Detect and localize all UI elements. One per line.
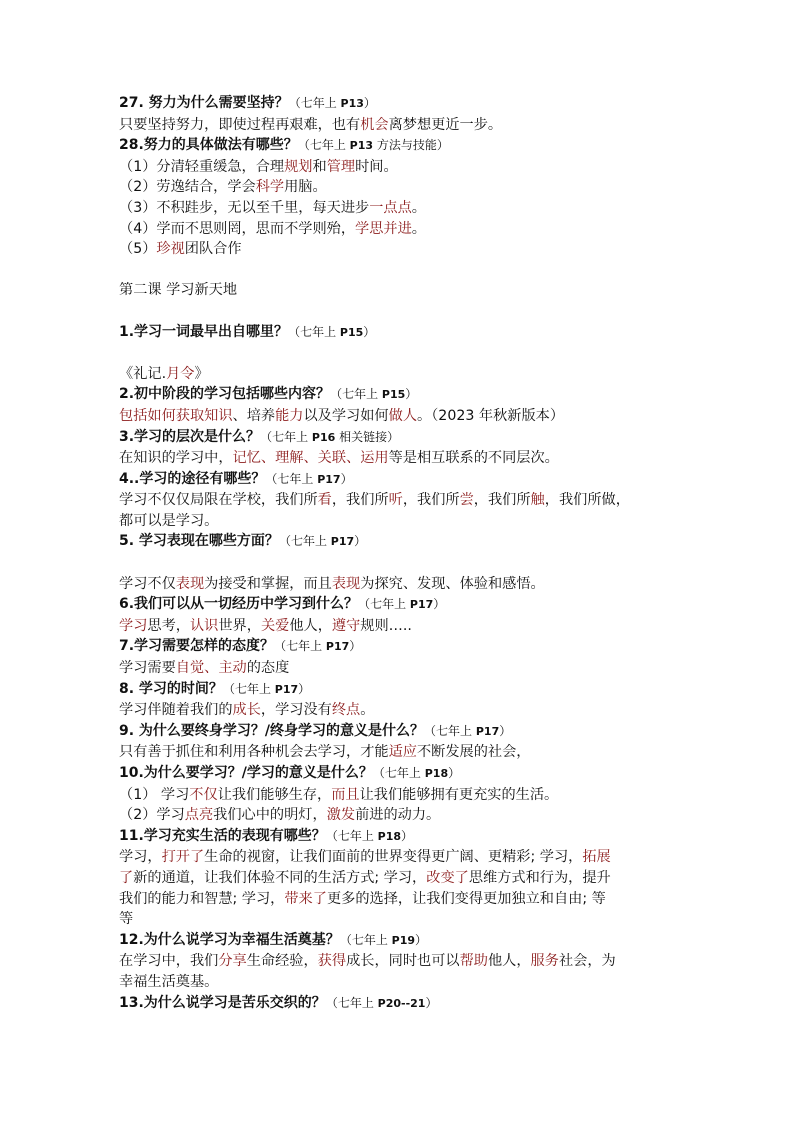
text-segment: 10.为什么要学习？/学习的意义是什么？ xyxy=(119,765,373,781)
question-heading xyxy=(119,636,689,658)
answer-line xyxy=(119,198,689,219)
text-segment: 让我们能够生存， xyxy=(217,786,332,803)
key-term: 认识 xyxy=(189,617,219,634)
source-ref: P17 xyxy=(409,598,434,612)
answer-line xyxy=(119,157,689,178)
text-segment: 团队合作 xyxy=(184,241,242,258)
text-segment: 我们的能力和智慧; 学习， xyxy=(119,890,285,907)
source-ref: ） xyxy=(298,681,311,696)
source-ref: P15 xyxy=(381,388,406,402)
key-term: 学思并进 xyxy=(355,220,412,237)
text-segment: 世界， xyxy=(218,617,261,634)
text-segment: 》 xyxy=(194,365,209,382)
source-ref: P18 xyxy=(377,829,402,843)
text-segment: 等 xyxy=(119,911,134,928)
key-term: 管理 xyxy=(326,158,356,175)
question-heading xyxy=(119,322,689,344)
source-ref: （七年上 xyxy=(372,766,425,780)
source-ref: P16 xyxy=(311,430,336,444)
text-segment: 1.学习一词最早出自哪里？ xyxy=(119,323,289,340)
key-term: 激发 xyxy=(326,807,356,824)
text-segment: 思考， xyxy=(147,617,190,634)
source-ref: P15 xyxy=(339,325,364,339)
answer-line xyxy=(119,805,689,826)
key-term: 表现 xyxy=(331,575,361,592)
answer-line xyxy=(119,490,689,511)
answer-line xyxy=(119,889,689,910)
source-ref: （七年上 xyxy=(325,995,378,1010)
text-segment: （1） 学习 xyxy=(119,786,190,803)
source-ref: （七年上 xyxy=(274,639,326,654)
source-ref: （七年上 xyxy=(278,534,331,549)
answer-line xyxy=(119,115,689,136)
answer-line xyxy=(119,951,689,972)
source-ref: ） xyxy=(448,766,461,780)
lesson-title xyxy=(119,280,689,301)
key-term: 自觉、主动 xyxy=(175,660,247,677)
text-segment: 他人， xyxy=(487,953,531,970)
text-segment: 8. 学习的时间？ xyxy=(119,680,223,697)
text-segment: 7.学习需要怎样的态度？ xyxy=(119,638,275,655)
question-heading xyxy=(119,993,689,1015)
answer-line xyxy=(119,785,689,806)
question-heading xyxy=(119,135,689,157)
source-ref: ） xyxy=(401,828,414,843)
text-segment: 为探究、发现、体验和感悟。 xyxy=(360,575,545,592)
text-segment: 4..学习的途径有哪些？ xyxy=(119,470,266,487)
key-term: 科学 xyxy=(255,179,285,196)
text-segment: 社会，为 xyxy=(558,953,616,970)
answer-line xyxy=(119,909,689,930)
text-segment: ，我们所 xyxy=(331,492,389,509)
text-segment: 以及学习如何 xyxy=(303,407,389,424)
question-heading xyxy=(119,93,689,115)
source-ref: ） xyxy=(354,534,367,549)
key-term: 了 xyxy=(119,869,134,886)
key-term: 分享 xyxy=(218,953,247,970)
key-term: 适应 xyxy=(388,744,417,761)
text-segment: 规则….. xyxy=(360,617,412,634)
key-term: 尝 xyxy=(459,492,474,509)
source-ref: P18 xyxy=(424,767,449,780)
text-segment: 和 xyxy=(312,158,327,175)
source-ref: （七年上 xyxy=(265,471,318,486)
text-segment: 生命的视窗，让我们面前的世界变得更广阔、更精彩; 学习， xyxy=(204,849,583,866)
source-ref: P17 xyxy=(317,472,341,486)
text-segment: 的态度 xyxy=(246,660,290,677)
question-heading xyxy=(119,384,689,406)
source-ref: 方法与技能） xyxy=(373,138,449,153)
source-ref: （七年上 xyxy=(222,681,275,696)
source-ref: （七年上 xyxy=(297,138,350,153)
source-ref: （七年上 xyxy=(424,723,476,738)
text-segment: 、培养 xyxy=(232,407,276,424)
answer-line xyxy=(119,658,689,679)
source-ref: （七年上 xyxy=(260,429,312,444)
text-segment: 在知识的学习中， xyxy=(119,450,233,467)
text-segment: 学习伴随着我们的 xyxy=(119,702,233,719)
key-term: 触 xyxy=(530,492,545,509)
text-segment: 新的通道，让我们体验不同的生活方式; 学习， xyxy=(133,869,427,886)
text-segment: 只有善于抓住和利用各种机会去学习，才能 xyxy=(119,744,389,761)
text-segment: 在学习中，我们 xyxy=(119,953,219,970)
key-term: 而且 xyxy=(331,786,360,803)
text-segment: 11.学习充实生活的表现有哪些？ xyxy=(119,827,326,844)
answer-line xyxy=(119,868,689,889)
answer-line xyxy=(119,972,689,993)
question-heading xyxy=(119,721,689,743)
source-ref: ） xyxy=(499,723,512,738)
key-term: 能力 xyxy=(275,407,304,424)
text-segment: 。（2023 年秋新版本） xyxy=(417,407,565,424)
blank-line xyxy=(119,553,689,574)
key-term: 打开了 xyxy=(161,849,205,866)
text-segment: 12.为什么说学习为幸福生活奠基？ xyxy=(119,931,340,948)
text-segment: ，我们所 xyxy=(473,492,531,509)
text-segment: 用脑。 xyxy=(284,179,327,196)
question-heading xyxy=(119,930,689,952)
text-segment: （5） xyxy=(119,241,157,258)
key-term: 成长 xyxy=(232,702,261,719)
key-term: 帮助 xyxy=(459,953,488,970)
source-ref: （七年上 xyxy=(330,387,382,402)
text-segment: 3.学习的层次是什么？ xyxy=(119,428,261,445)
text-segment: 学习不仅仅局限在学校，我们所 xyxy=(119,492,318,509)
key-term: 带来了 xyxy=(284,890,327,907)
text-segment: 幸福生活奠基。 xyxy=(119,973,219,990)
key-term: 学习 xyxy=(119,617,148,634)
text-segment: 《礼记. xyxy=(119,365,167,382)
key-term: 服务 xyxy=(530,953,559,970)
blank-line xyxy=(119,260,689,281)
question-heading xyxy=(119,679,689,701)
text-segment: 2.初中阶段的学习包括哪些内容？ xyxy=(119,386,331,403)
source-ref: （七年上 xyxy=(288,324,340,339)
key-term: 表现 xyxy=(175,575,205,592)
text-segment: 他人， xyxy=(289,617,332,634)
key-term: 看 xyxy=(317,492,332,509)
key-term: 遵守 xyxy=(331,617,361,634)
text-segment: 生命经验， xyxy=(246,953,318,970)
text-segment: 第二课 学习新天地 xyxy=(119,282,238,299)
key-term: 改变了 xyxy=(426,869,469,886)
source-ref: P13 xyxy=(340,97,364,110)
key-term: 做人 xyxy=(388,407,418,424)
blank-line xyxy=(119,301,689,322)
text-segment: 不断发展的社会， xyxy=(416,744,531,761)
question-heading xyxy=(119,763,689,785)
source-ref: P17 xyxy=(325,640,350,654)
source-ref: P20--21 xyxy=(377,996,426,1010)
text-segment: 我们心中的明灯， xyxy=(213,807,327,824)
source-ref: （七年上 xyxy=(339,932,392,947)
text-segment: 28.努力的具体做法有哪些？ xyxy=(119,137,298,154)
answer-line xyxy=(119,700,689,721)
text-segment: 时间。 xyxy=(355,158,398,175)
text-segment: （3）不积跬步，无以至千里，每天进步 xyxy=(119,199,370,216)
question-heading xyxy=(119,469,689,491)
source-ref: ） xyxy=(340,471,353,486)
source-ref: ） xyxy=(363,324,376,339)
answer-line xyxy=(119,177,689,198)
key-term: 点亮 xyxy=(184,807,214,824)
key-term: 规划 xyxy=(284,158,313,175)
question-heading xyxy=(119,427,689,449)
answer-line xyxy=(119,847,689,868)
text-segment: ，我们所做， xyxy=(544,492,630,509)
source-ref: ） xyxy=(405,387,418,402)
text-segment: 学习， xyxy=(119,849,162,866)
key-term: 不仅 xyxy=(189,786,218,803)
text-segment: 让我们能够拥有更充实的生活。 xyxy=(359,786,559,803)
question-heading xyxy=(119,594,689,616)
question-heading xyxy=(119,826,689,848)
text-segment: （2）学习 xyxy=(119,807,185,824)
answer-line xyxy=(119,219,689,240)
text-segment: 为接受和掌握，而且 xyxy=(204,575,332,592)
text-segment: 13.为什么说学习是苦乐交织的？ xyxy=(119,994,326,1011)
text-segment: 学习不仅 xyxy=(119,575,176,592)
key-term: 包括如何获取知识 xyxy=(119,407,233,424)
key-term: 珍视 xyxy=(156,241,185,258)
source-ref: （七年上 xyxy=(325,828,378,843)
text-segment: 思维方式和行为，提升 xyxy=(468,869,611,886)
blank-line xyxy=(119,343,689,364)
source-ref: ） xyxy=(363,96,376,110)
text-segment: 等是相互联系的不同层次。 xyxy=(388,450,559,467)
text-segment: 前进的动力。 xyxy=(355,807,441,824)
text-segment: 只要坚持努力，即使过程再艰难，也有 xyxy=(119,116,361,133)
key-term: 记忆、理解、关联、运用 xyxy=(232,450,389,467)
source-ref: （七年上 xyxy=(358,597,410,612)
key-term: 听 xyxy=(388,492,403,509)
key-term: 关爱 xyxy=(260,617,290,634)
source-ref: ） xyxy=(349,639,362,654)
text-segment: （1）分清轻重缓急，合理 xyxy=(119,158,285,175)
text-segment: 更多的选择，让我们变得更加独立和自由; 等 xyxy=(326,890,606,907)
text-segment: 27. 努力为什么需要坚持？ xyxy=(119,95,289,111)
answer-line xyxy=(119,364,689,385)
answer-line xyxy=(119,239,689,260)
answer-line xyxy=(119,511,689,532)
source-ref: P19 xyxy=(391,933,416,947)
answer-line xyxy=(119,616,689,637)
text-segment: （4）学而不思则罔，思而不学则殆， xyxy=(119,220,356,237)
source-ref: P17 xyxy=(274,682,299,696)
text-segment: ，学习没有 xyxy=(260,702,332,719)
text-segment: 离梦想更近一步。 xyxy=(388,116,503,133)
text-segment: 成长，同时也可以 xyxy=(346,953,460,970)
document-page xyxy=(119,93,689,1014)
question-heading xyxy=(119,531,689,553)
text-segment: 5. 学习表现在哪些方面？ xyxy=(119,533,279,550)
text-segment: ，我们所 xyxy=(402,492,460,509)
key-term: 拓展 xyxy=(582,849,611,866)
text-segment: 6.我们可以从一切经历中学习到什么？ xyxy=(119,596,359,613)
key-term: 机会 xyxy=(360,116,389,133)
text-segment: 9. 为什么要终身学习？/终身学习的意义是什么？ xyxy=(119,722,425,739)
text-segment: 。 xyxy=(360,702,375,719)
answer-line xyxy=(119,742,689,763)
key-term: 获得 xyxy=(317,953,347,970)
source-ref: P13 xyxy=(349,139,374,153)
source-ref: （七年上 xyxy=(288,96,341,110)
key-term: 终点 xyxy=(331,702,361,719)
source-ref: ） xyxy=(415,932,428,947)
text-segment: 都可以是学习。 xyxy=(119,512,219,529)
answer-line xyxy=(119,574,689,595)
source-ref: ） xyxy=(433,597,446,612)
answer-line xyxy=(119,448,689,469)
source-ref: P17 xyxy=(475,724,500,738)
source-ref: P17 xyxy=(330,535,355,549)
key-term: 月令 xyxy=(166,365,195,382)
source-ref: 相关链接） xyxy=(335,429,400,444)
key-term: 一点点 xyxy=(369,199,412,216)
text-segment: 。 xyxy=(411,199,426,216)
source-ref: ） xyxy=(425,995,438,1010)
answer-line xyxy=(119,406,689,427)
text-segment: 。 xyxy=(411,220,426,237)
text-segment: 学习需要 xyxy=(119,660,176,677)
text-segment: （2）劳逸结合，学会 xyxy=(119,179,256,196)
